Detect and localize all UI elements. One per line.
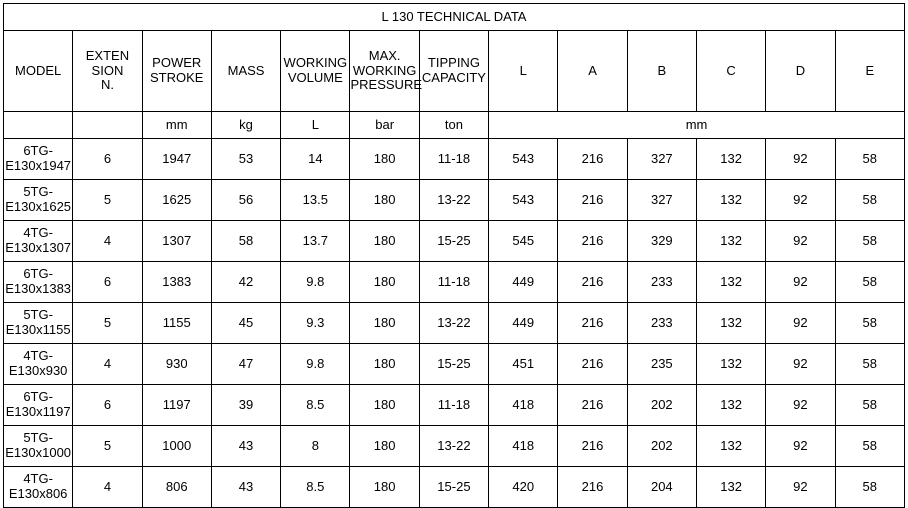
model-line2: E130x1625 [5,199,72,214]
header-tipping-capacity [419,31,488,112]
header-pressure-line3: PRESSURE [350,77,423,93]
cell-tipping-capacity: 11-18 [419,139,488,180]
unit-mass: kg [211,112,280,139]
model-line2: E130x1947 [5,158,72,173]
cell-power-stroke: 1155 [142,303,211,344]
cell-dim-l: 543 [489,139,558,180]
model-line2: E130x1383 [5,281,72,296]
cell-extension: 6 [73,385,142,426]
unit-model [4,112,73,139]
cell-tipping-capacity: 15-25 [419,344,488,385]
header-volume-line2: VOLUME [287,70,343,85]
cell-dim-c: 132 [696,385,765,426]
cell-working-volume: 8.5 [281,385,350,426]
header-power-stroke [142,31,211,112]
model-line2: E130x1197 [5,404,71,419]
cell-model [4,426,73,467]
cell-tipping-capacity: 13-22 [419,303,488,344]
cell-working-volume: 9.8 [281,344,350,385]
cell-dim-l: 449 [489,262,558,303]
cell-max-working-pressure: 180 [350,221,419,262]
cell-dim-e: 58 [835,180,904,221]
cell-max-working-pressure: 180 [350,262,419,303]
cell-dim-b: 327 [627,180,696,221]
cell-dim-l: 543 [489,180,558,221]
cell-dim-d: 92 [766,303,835,344]
cell-mass: 58 [211,221,280,262]
header-extension-line2: SION [91,62,124,78]
unit-dimensions: mm [489,112,905,139]
table-units-row [4,112,905,139]
unit-max-working-pressure: bar [350,112,419,139]
cell-dim-c: 132 [696,467,765,508]
cell-dim-c: 132 [696,262,765,303]
cell-dim-a: 216 [558,262,627,303]
header-extension-n [73,31,142,112]
cell-dim-l: 449 [489,303,558,344]
model-line2: E130x1000 [5,445,72,460]
model-line1: 4TG- [23,225,53,241]
cell-dim-b: 204 [627,467,696,508]
table-row [4,139,905,180]
cell-extension: 6 [73,262,142,303]
cell-model [4,344,73,385]
cell-dim-a: 216 [558,467,627,508]
table-row [4,385,905,426]
cell-dim-b: 233 [627,262,696,303]
cell-dim-c: 132 [696,344,765,385]
cell-extension: 5 [73,180,142,221]
cell-mass: 39 [211,385,280,426]
cell-dim-a: 216 [558,303,627,344]
cell-dim-e: 58 [835,426,904,467]
header-power-line1: POWER [152,55,202,71]
cell-mass: 43 [211,426,280,467]
model-line1: 6TG- [23,266,53,282]
header-dim-d: D [766,31,835,112]
cell-max-working-pressure: 180 [350,467,419,508]
cell-dim-c: 132 [696,426,765,467]
cell-tipping-capacity: 11-18 [419,262,488,303]
cell-dim-e: 58 [835,467,904,508]
header-dim-e: E [835,31,904,112]
header-model: MODEL [4,31,73,112]
cell-dim-c: 132 [696,180,765,221]
model-line1: 5TG- [23,184,53,200]
cell-dim-c: 132 [696,139,765,180]
cell-dim-e: 58 [835,344,904,385]
cell-working-volume: 9.3 [281,303,350,344]
header-volume-line1: WORKING [283,55,348,71]
table-title-row [4,4,905,31]
cell-max-working-pressure: 180 [350,385,419,426]
cell-dim-d: 92 [766,262,835,303]
cell-power-stroke: 1947 [142,139,211,180]
cell-model [4,303,73,344]
cell-max-working-pressure: 180 [350,139,419,180]
cell-dim-e: 58 [835,385,904,426]
model-line1: 6TG- [23,143,53,159]
cell-dim-e: 58 [835,262,904,303]
unit-extension [73,112,142,139]
cell-dim-b: 327 [627,139,696,180]
cell-dim-a: 216 [558,221,627,262]
cell-model [4,262,73,303]
cell-tipping-capacity: 15-25 [419,221,488,262]
model-line1: 4TG- [23,471,53,487]
cell-working-volume: 8.5 [281,467,350,508]
cell-dim-l: 420 [489,467,558,508]
cell-max-working-pressure: 180 [350,303,419,344]
table-row [4,180,905,221]
cell-dim-d: 92 [766,467,835,508]
cell-extension: 4 [73,221,142,262]
cell-dim-c: 132 [696,221,765,262]
cell-dim-b: 202 [627,426,696,467]
table-row [4,303,905,344]
model-line2: E130x806 [8,486,68,501]
cell-dim-b: 233 [627,303,696,344]
unit-power-stroke: mm [142,112,211,139]
cell-power-stroke: 806 [142,467,211,508]
table-row [4,467,905,508]
cell-extension: 6 [73,139,142,180]
cell-max-working-pressure: 180 [350,426,419,467]
header-dim-l: L [489,31,558,112]
cell-working-volume: 13.7 [281,221,350,262]
cell-dim-b: 235 [627,344,696,385]
cell-dim-d: 92 [766,426,835,467]
header-extension-line1: EXTEN [85,48,130,64]
cell-dim-e: 58 [835,139,904,180]
model-line2: E130x1307 [5,240,72,255]
header-dim-c: C [696,31,765,112]
cell-power-stroke: 1000 [142,426,211,467]
cell-dim-a: 216 [558,180,627,221]
header-pressure-line2: WORKING [352,62,417,78]
cell-dim-d: 92 [766,139,835,180]
cell-dim-d: 92 [766,344,835,385]
model-line1: 4TG- [23,348,53,364]
cell-mass: 47 [211,344,280,385]
cell-model [4,385,73,426]
cell-tipping-capacity: 11-18 [419,385,488,426]
cell-working-volume: 14 [281,139,350,180]
cell-power-stroke: 1307 [142,221,211,262]
cell-dim-d: 92 [766,221,835,262]
cell-dim-l: 418 [489,385,558,426]
cell-dim-d: 92 [766,180,835,221]
cell-max-working-pressure: 180 [350,180,419,221]
cell-extension: 4 [73,344,142,385]
cell-model [4,180,73,221]
cell-mass: 53 [211,139,280,180]
cell-dim-e: 58 [835,221,904,262]
cell-dim-b: 329 [627,221,696,262]
header-dim-b: B [627,31,696,112]
table-row [4,221,905,262]
model-line1: 5TG- [23,430,53,446]
cell-model [4,467,73,508]
technical-data-table [3,3,905,508]
cell-extension: 5 [73,426,142,467]
cell-tipping-capacity: 13-22 [419,180,488,221]
cell-dim-c: 132 [696,303,765,344]
header-working-volume [281,31,350,112]
table-row [4,262,905,303]
unit-working-volume: L [281,112,350,139]
cell-power-stroke: 930 [142,344,211,385]
cell-mass: 56 [211,180,280,221]
cell-working-volume: 9.8 [281,262,350,303]
cell-dim-a: 216 [558,139,627,180]
header-pressure-line1: MAX. [368,48,401,64]
cell-power-stroke: 1625 [142,180,211,221]
cell-model [4,139,73,180]
model-line1: 5TG- [23,307,53,323]
cell-working-volume: 13.5 [281,180,350,221]
cell-mass: 45 [211,303,280,344]
model-line2: E130x930 [8,363,68,378]
header-extension-line3: N. [100,77,114,93]
header-tipping-line1: TIPPING [427,55,480,71]
cell-dim-a: 216 [558,426,627,467]
model-line1: 6TG- [23,389,53,405]
cell-dim-a: 216 [558,344,627,385]
cell-max-working-pressure: 180 [350,344,419,385]
table-row [4,426,905,467]
cell-dim-l: 418 [489,426,558,467]
cell-extension: 4 [73,467,142,508]
header-tipping-line2: CAPACITY [421,70,486,85]
header-power-line2: STROKE [150,70,204,85]
cell-working-volume: 8 [281,426,350,467]
header-mass: MASS [211,31,280,112]
cell-model [4,221,73,262]
cell-dim-l: 545 [489,221,558,262]
cell-tipping-capacity: 15-25 [419,467,488,508]
cell-dim-l: 451 [489,344,558,385]
cell-dim-d: 92 [766,385,835,426]
cell-mass: 43 [211,467,280,508]
header-max-working-pressure [350,31,423,112]
cell-mass: 42 [211,262,280,303]
header-dim-a: A [558,31,627,112]
cell-power-stroke: 1383 [142,262,211,303]
cell-dim-e: 58 [835,303,904,344]
cell-extension: 5 [73,303,142,344]
table-row [4,344,905,385]
technical-data-sheet [0,3,908,501]
cell-tipping-capacity: 13-22 [419,426,488,467]
cell-power-stroke: 1197 [142,385,211,426]
unit-tipping-capacity: ton [419,112,488,139]
table-header-row [4,31,905,112]
cell-dim-b: 202 [627,385,696,426]
cell-dim-a: 216 [558,385,627,426]
table-title: L 130 TECHNICAL DATA [4,4,905,31]
model-line2: E130x1155 [5,322,71,337]
